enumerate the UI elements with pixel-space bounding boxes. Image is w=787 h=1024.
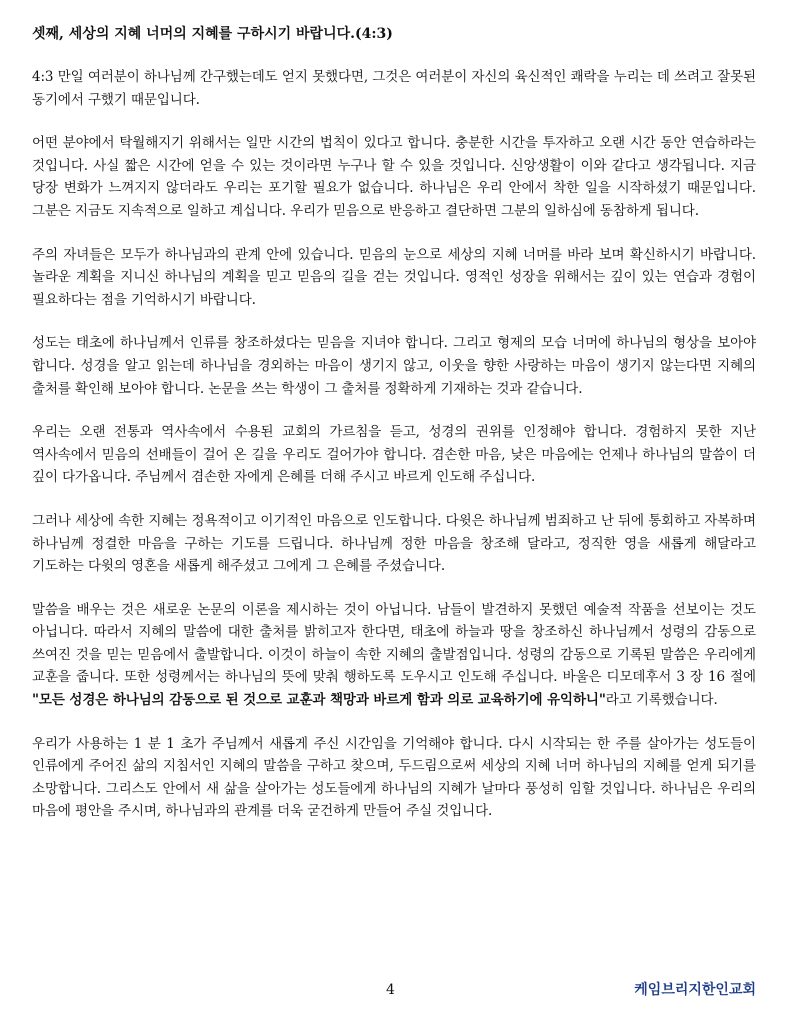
scripture-quote: "모든 성경은 하나님의 감동으로 된 것으로 교훈과 책망과 바르게 함과 의로 교육하기에 유익하니" bbox=[32, 692, 606, 709]
paragraph-7-text: 말씀을 배우는 것은 새로운 논문의 이론을 제시하는 것이 아닙니다. 남들이 발견하지 못했던 예술적 작품을 선보이는 것도 아닙니다. 따라서 지혜의 말씀에 대한 출처를 밝히고자 한다면, 태초에 하늘과 땅을 창조하신 하나님께서 성령의 감동으로 쓰여진 것을 믿는 믿음에서 출발합니다. 이것이 하늘이 속한 지혜의 출발점입니다. 성령의 감동으로 기록된 말씀은 우리에게 교훈을 줍니다. 또한 성령께서는 하나님의 뜻에 맞춰 행하도록 도우시고 인도해 주십니다. 바울은 디모데후서 3 장 16 절에 bbox=[32, 601, 756, 686]
church-name: 케임브리지한인교회 bbox=[634, 982, 756, 998]
section-heading: 셋째, 세상의 지혜 너머의 지혜를 구하시기 바랍니다.(4:3) bbox=[32, 26, 393, 42]
paragraph-3: 주의 자녀들은 모두가 하나님과의 관계 안에 있습니다. 믿음의 눈으로 세상의 지혜 너머를 바라 보며 확신하시기 바랍니다. 놀라운 계획을 지니신 하나님의 계획을 믿고 믿음의 길을 걷는 것입니다. 영적인 성장을 위해서는 깊이 있는 연습과 경험이 필요하다는 점을 기억하시기 바랍니다. bbox=[32, 246, 756, 308]
paragraph-2: 어떤 분야에서 탁월해지기 위해서는 일만 시간의 법칙이 있다고 합니다. 충분한 시간을 투자하고 오랜 시간 동안 연습하라는 것입니다. 사실 짧은 시간에 얻을 수 있는 것이라면 누구나 할 수 있을 것입니다. 신앙생활이 이와 같다고 생각됩니다. 지금 당장 변화가 느껴지지 않더라도 우리는 포기할 필요가 없습니다. 하나님은 우리 안에서 착한 일을 시작하셨기 때문입니다. 그분은 지금도 지속적으로 일하고 계십니다. 우리가 믿음으로 반응하고 결단하면 그분의 일하심에 동참하게 됩니다. bbox=[32, 135, 756, 219]
page-footer bbox=[0, 980, 787, 1002]
document-body bbox=[32, 24, 756, 844]
paragraph-8: 우리가 사용하는 1 분 1 초가 주님께서 새롭게 주신 시간임을 기억해야 합니다. 다시 시작되는 한 주를 살아가는 성도들이 인류에게 주어진 삶의 지침서인 지혜의 말씀을 구하고 찾으며, 두드림으로써 세상의 지혜 너머 하나님의 지혜를 얻게 되기를 소망합니다. 그리스도 안에서 새 삶을 살아가는 성도들에게 하나님의 지혜가 날마다 풍성히 임할 것입니다. 하나님은 우리의 마음에 평안을 주시며, 하나님과의 관계를 더욱 굳건하게 만들어 주실 것입니다. bbox=[32, 735, 756, 820]
paragraph-5: 우리는 오랜 전통과 역사속에서 수용된 교회의 가르침을 듣고, 성경의 권위를 인정해야 합니다. 경험하지 못한 지난 역사속에서 믿음의 선배들이 걸어 온 길을 우리도 걸어가야 합니다. 겸손한 마음, 낮은 마음에는 언제나 하나님의 말씀이 더 깊이 다가옵니다. 주님께서 겸손한 자에게 은혜를 더해 주시고 바르게 인도해 주십니다. bbox=[32, 424, 756, 486]
page-number: 4 bbox=[386, 982, 395, 998]
paragraph-7-ending: 라고 기록했습니다. bbox=[605, 692, 718, 709]
paragraph-7 bbox=[32, 599, 756, 712]
paragraph-4: 성도는 태초에 하나님께서 인류를 창조하셨다는 믿음을 지녀야 합니다. 그리고 형제의 모습 너머에 하나님의 형상을 보아야 합니다. 성경을 알고 읽는데 하나님을 경외하는 마음이 생기지 않고, 이웃을 향한 사랑하는 마음이 생기지 않는다면 지혜의 출처를 확인해 보아야 합니다. 논문을 쓰는 학생이 그 출처를 정확하게 기재하는 것과 같습니다. bbox=[32, 335, 756, 397]
paragraph-1: 4:3 만일 여러분이 하나님께 간구했는데도 얻지 못했다면, 그것은 여러분이 자신의 육신적인 쾌락을 누리는 데 쓰려고 잘못된 동기에서 구했기 때문입니다. bbox=[32, 69, 756, 108]
paragraph-6: 그러나 세상에 속한 지혜는 정욕적이고 이기적인 마음으로 인도합니다. 다윗은 하나님께 범죄하고 난 뒤에 통회하고 자복하며 하나님께 정결한 마음을 구하는 기도를 드립니다. 하나님께 정한 마음을 창조해 달라고, 정직한 영을 새롭게 해달라고 기도하는 다윗의 영혼을 새롭게 해주셨고 그에게 그 은혜를 주셨습니다. bbox=[32, 512, 756, 575]
